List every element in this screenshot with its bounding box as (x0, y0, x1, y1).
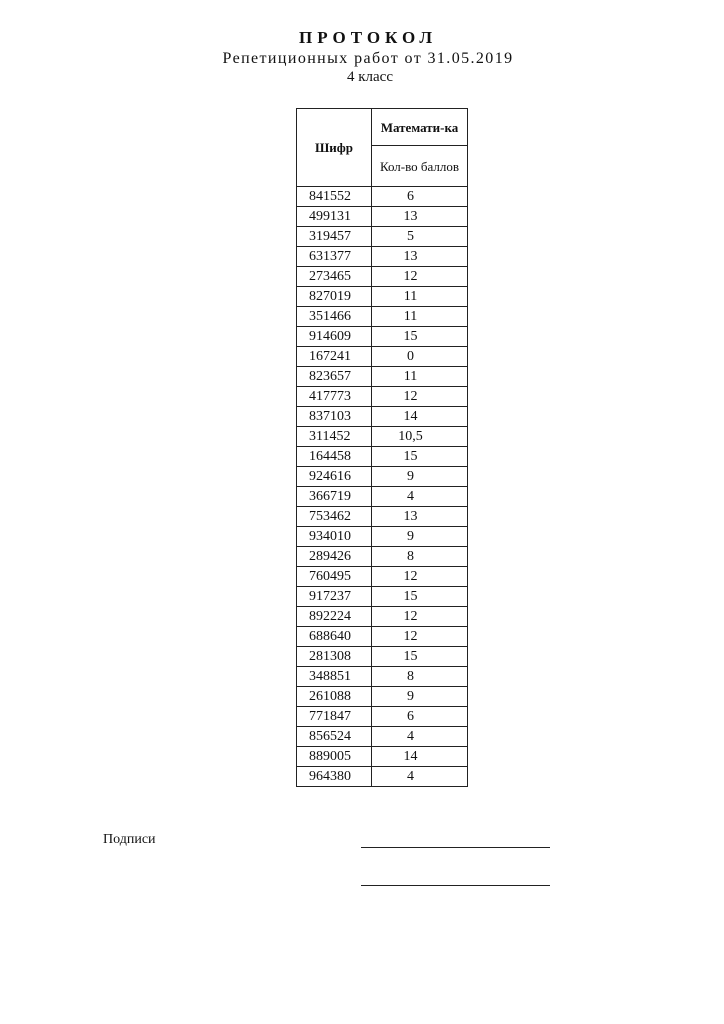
signature-line (361, 885, 550, 886)
score-cell: 4 (372, 487, 468, 507)
score-cell: 14 (372, 747, 468, 767)
table-row (297, 487, 468, 507)
results-table (296, 108, 468, 787)
score-cell: 13 (372, 247, 468, 267)
code-cell: 631377 (297, 247, 372, 267)
code-cell: 753462 (297, 507, 372, 527)
code-cell: 348851 (297, 667, 372, 687)
code-cell: 856524 (297, 727, 372, 747)
header-row (297, 109, 468, 146)
document-header (0, 27, 724, 87)
code-cell: 319457 (297, 227, 372, 247)
table-row (297, 187, 468, 207)
code-cell: 914609 (297, 327, 372, 347)
score-cell: 6 (372, 187, 468, 207)
score-cell: 4 (372, 767, 468, 787)
code-cell: 771847 (297, 707, 372, 727)
table-row (297, 407, 468, 427)
code-column-header: Шифр (297, 109, 372, 187)
code-cell: 261088 (297, 687, 372, 707)
table-row (297, 727, 468, 747)
score-cell: 11 (372, 287, 468, 307)
score-cell: 8 (372, 667, 468, 687)
table-row (297, 587, 468, 607)
code-cell: 889005 (297, 747, 372, 767)
table-row (297, 247, 468, 267)
table-row (297, 287, 468, 307)
score-cell: 11 (372, 307, 468, 327)
score-cell: 13 (372, 207, 468, 227)
score-cell: 9 (372, 687, 468, 707)
table-row (297, 367, 468, 387)
grade-label: 4 класс (347, 69, 393, 85)
document-title: ПРОТОКОЛ (298, 28, 437, 47)
table-row (297, 427, 468, 447)
code-cell: 841552 (297, 187, 372, 207)
score-cell: 12 (372, 387, 468, 407)
score-cell: 8 (372, 547, 468, 567)
table-body (297, 187, 468, 787)
code-cell: 760495 (297, 567, 372, 587)
score-cell: 13 (372, 507, 468, 527)
table-row (297, 387, 468, 407)
table-row (297, 327, 468, 347)
score-cell: 10,5 (372, 427, 468, 447)
table-row (297, 207, 468, 227)
table-row (297, 467, 468, 487)
code-cell: 273465 (297, 267, 372, 287)
score-cell: 15 (372, 447, 468, 467)
code-cell: 289426 (297, 547, 372, 567)
code-cell: 823657 (297, 367, 372, 387)
table-row (297, 227, 468, 247)
code-cell: 417773 (297, 387, 372, 407)
table-row (297, 627, 468, 647)
code-cell: 892224 (297, 607, 372, 627)
code-cell: 827019 (297, 287, 372, 307)
score-cell: 5 (372, 227, 468, 247)
table-row (297, 687, 468, 707)
table-row (297, 707, 468, 727)
score-cell: 15 (372, 327, 468, 347)
code-cell: 837103 (297, 407, 372, 427)
table-row (297, 667, 468, 687)
score-cell: 9 (372, 467, 468, 487)
score-cell: 11 (372, 367, 468, 387)
code-cell: 964380 (297, 767, 372, 787)
score-cell: 15 (372, 587, 468, 607)
code-cell: 688640 (297, 627, 372, 647)
score-cell: 14 (372, 407, 468, 427)
table-row (297, 647, 468, 667)
table-row (297, 307, 468, 327)
code-cell: 311452 (297, 427, 372, 447)
code-cell: 917237 (297, 587, 372, 607)
table-row (297, 747, 468, 767)
code-cell: 924616 (297, 467, 372, 487)
table-row (297, 567, 468, 587)
code-cell: 366719 (297, 487, 372, 507)
score-cell: 12 (372, 627, 468, 647)
score-cell: 4 (372, 727, 468, 747)
points-column-header: Кол-во баллов (372, 146, 468, 187)
table-row (297, 347, 468, 367)
signature-line (361, 847, 550, 848)
code-cell: 167241 (297, 347, 372, 367)
table-row (297, 547, 468, 567)
table-row (297, 767, 468, 787)
table-row (297, 447, 468, 467)
code-cell: 499131 (297, 207, 372, 227)
signatures-label: Подписи (103, 832, 156, 847)
score-cell: 12 (372, 607, 468, 627)
score-cell: 12 (372, 567, 468, 587)
subject-column-header: Математи-ка (372, 109, 468, 146)
table-row (297, 607, 468, 627)
code-cell: 281308 (297, 647, 372, 667)
score-cell: 15 (372, 647, 468, 667)
score-cell: 9 (372, 527, 468, 547)
code-cell: 164458 (297, 447, 372, 467)
score-cell: 12 (372, 267, 468, 287)
table-row (297, 507, 468, 527)
code-cell: 351466 (297, 307, 372, 327)
table-row (297, 527, 468, 547)
score-cell: 6 (372, 707, 468, 727)
table-row (297, 267, 468, 287)
code-cell: 934010 (297, 527, 372, 547)
score-cell: 0 (372, 347, 468, 367)
document-subtitle: Репетиционных работ от 31.05.2019 (222, 50, 514, 67)
